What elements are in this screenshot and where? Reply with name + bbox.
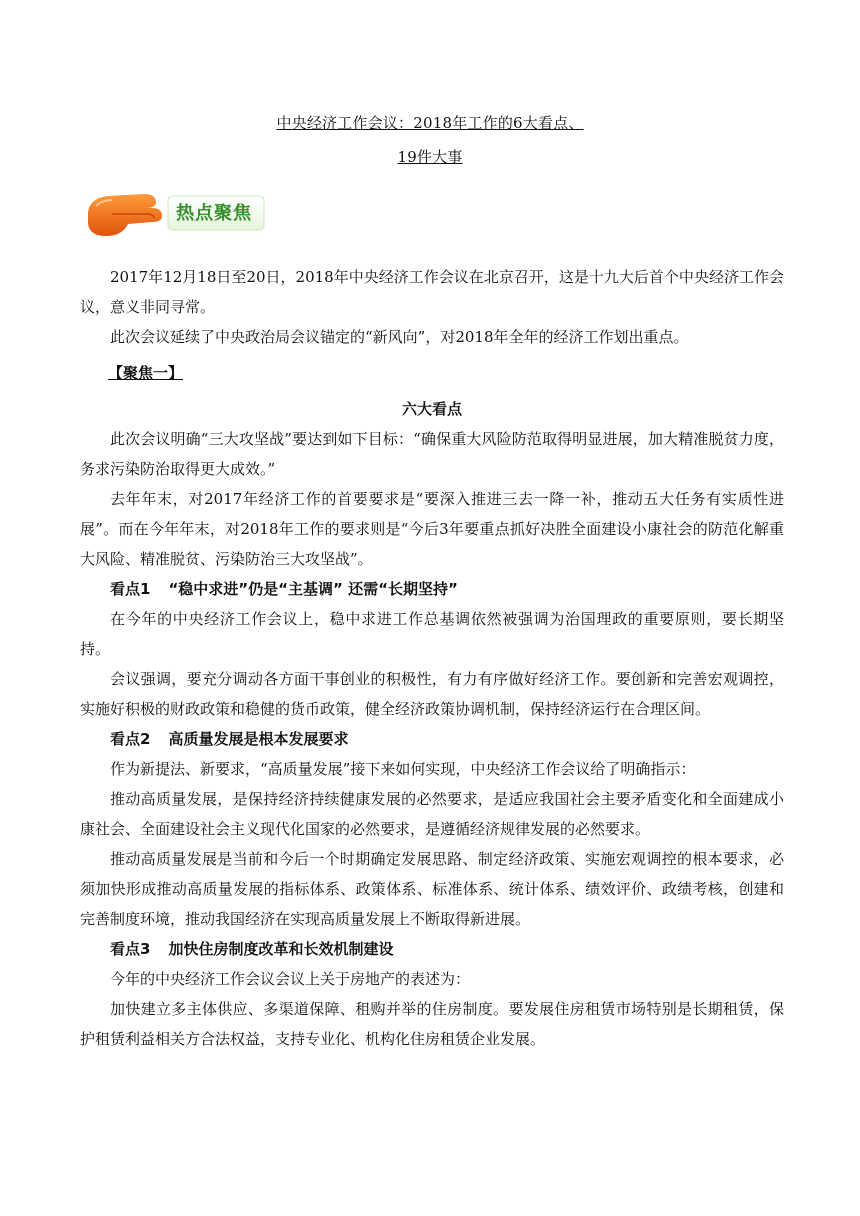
body-paragraph: 作为新提法、新要求，“高质量发展”接下来如何实现，中央经济工作会议给了明确指示： — [110, 760, 696, 778]
point-heading — [80, 574, 784, 604]
document-title-line-1: 中央经济工作会议：2018年工作的6大看点、 — [276, 114, 584, 132]
body-paragraph: 加快建立多主体供应、多渠道保障、租购并举的住房制度。要发展住房租赁市场特别是长期租赁，保护租赁利益相关方合法权益，支持专业化、机构化住房租赁企业发展。 — [80, 1000, 784, 1048]
body-paragraph: 推动高质量发展，是保持经济持续健康发展的必然要求，是适应我国社会主要矛盾变化和全面建成小康社会、全面建设社会主义现代化国家的必然要求，是遵循经济规律发展的必然要求。 — [80, 790, 784, 838]
body-paragraph: 在今年的中央经济工作会议上，稳中求进工作总基调依然被强调为治国理政的重要原则，要长期坚持。 — [80, 610, 784, 658]
point-number: 看点1 — [110, 580, 151, 598]
body-paragraph: 今年的中央经济工作会议会议上关于房地产的表述为： — [110, 970, 471, 988]
hot-focus-logo-text: 热点聚焦 — [176, 203, 252, 224]
body-paragraph: 推动高质量发展是当前和今后一个时期确定发展思路、制定经济政策、实施宏观调控的根本要求，必须加快形成推动高质量发展的指标体系、政策体系、标准体系、统计体系、绩效评价、政绩考核，创建和完善制度环境，推动我国经济在实现高质量发展上不断取得新进展。 — [80, 850, 784, 928]
point-number: 看点2 — [110, 730, 151, 748]
body-paragraph: 会议强调，要充分调动各方面干事创业的积极性，有力有序做好经济工作。要创新和完善宏观调控，实施好积极的财政政策和稳健的货币政策，健全经济政策协调机制，保持经济运行在合理区间。 — [80, 670, 784, 718]
hot-focus-logo — [82, 186, 268, 242]
section-tag-label: 【聚焦一】 — [108, 364, 184, 382]
point-heading — [80, 724, 784, 754]
point-heading — [80, 934, 784, 964]
point-title: 加快住房制度改革和长效机制建设 — [168, 940, 394, 958]
section-tag — [80, 358, 784, 388]
body-paragraph: 此次会议明确“三大攻坚战”要达到如下目标：“确保重大风险防范取得明显进展，加大精准脱贫力度，务求污染防治取得更大成效。” — [80, 430, 784, 478]
document-body — [80, 262, 784, 1054]
document-title-line-2: 19件大事 — [397, 148, 463, 166]
point-title: “稳中求进”仍是“主基调” 还需“长期坚持” — [168, 580, 458, 598]
point-title: 高质量发展是根本发展要求 — [168, 730, 349, 748]
point-number: 看点3 — [110, 940, 151, 958]
intro-paragraph: 2017年12月18日至20日，2018年中央经济工作会议在北京召开，这是十九大后首个中央经济工作会议，意义非同寻常。 — [80, 268, 784, 316]
intro-paragraph: 此次会议延续了中央政治局会议锚定的“新风向”，对2018年全年的经济工作划出重点。 — [110, 328, 689, 346]
body-paragraph: 去年年末，对2017年经济工作的首要要求是“要深入推进三去一降一补，推动五大任务有实质性进展”。而在今年年末，对2018年工作的要求则是“今后3年要重点抓好决胜全面建设小康社会的防范化解重大风险、精准脱贫、污染防治三大攻坚战”。 — [80, 490, 784, 568]
section-heading: 六大看点 — [401, 400, 462, 418]
